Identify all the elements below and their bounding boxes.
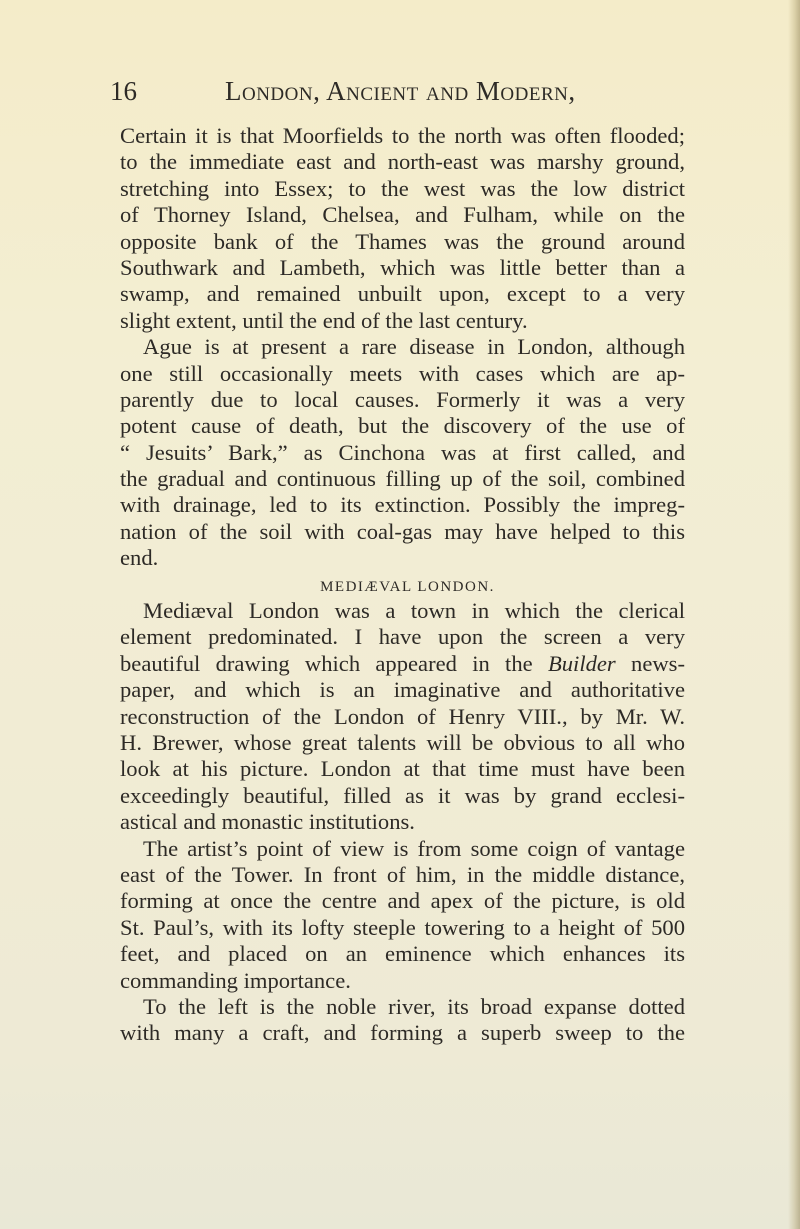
text-line: opposite bank of the Thames was the ground around <box>120 228 685 254</box>
text-line: swamp, and remained unbuilt upon, except to a very <box>120 281 685 307</box>
text-line: The artist’s point of view is from some coign of vantage <box>143 835 685 861</box>
text-segment: beautiful drawing which appeared in the <box>120 650 533 676</box>
text-line: Mediæval London was a town in which the clerical <box>143 598 685 624</box>
running-head: London, Ancient and Modern, <box>225 76 576 106</box>
text-line: parently due to local causes. Formerly it was a very <box>120 386 685 412</box>
body-text <box>120 123 685 1047</box>
text-line: astical and monastic institutions. <box>120 809 415 835</box>
text-line: forming at once the centre and apex of the picture, is old <box>120 888 685 914</box>
text-line: “ Jesuits’ Bark,” as Cinchona was at first called, and <box>120 439 685 465</box>
section-heading: MEDIÆVAL LONDON. <box>320 578 495 595</box>
italic-title: Builder <box>547 650 616 676</box>
text-line: with drainage, led to its extinction. Possibly the impreg- <box>120 492 685 518</box>
page-number: 16 <box>110 76 137 106</box>
text-line: potent cause of death, but the discovery of the use of <box>120 413 685 439</box>
text-line: with many a craft, and forming a superb sweep to the <box>120 1020 685 1046</box>
text-line: slight extent, until the end of the last century. <box>120 307 528 333</box>
text-line: end. <box>120 545 159 571</box>
text-line: of Thorney Island, Chelsea, and Fulham, while on the <box>120 202 685 228</box>
text-line: paper, and which is an imaginative and authoritative <box>120 677 685 703</box>
text-line: stretching into Essex; to the west was the low district <box>120 175 685 201</box>
text-line: Certain it is that Moorfields to the north was often flooded; <box>120 123 685 148</box>
text-line: Ague is at present a rare disease in London, although <box>143 334 685 360</box>
text-line: nation of the soil with coal-gas may have helped to this <box>120 518 685 544</box>
text-line: exceedingly beautiful, filled as it was by grand ecclesi- <box>120 782 685 808</box>
text-line: element predominated. I have upon the screen a very <box>120 624 685 650</box>
text-line: To the left is the noble river, its broad expanse dotted <box>143 993 685 1019</box>
text-line: east of the Tower. In front of him, in the middle distance, <box>120 861 685 887</box>
text-line: the gradual and continuous filling up of the soil, combined <box>120 466 685 492</box>
text-line: H. Brewer, whose great talents will be obvious to all who <box>120 729 685 755</box>
text-line: commanding importance. <box>120 967 351 993</box>
text-line: look at his picture. London at that time must have been <box>120 756 685 782</box>
page-header <box>110 70 690 110</box>
text-line: reconstruction of the London of Henry VIII., by Mr. W. <box>120 703 685 729</box>
text-line <box>120 651 685 677</box>
text-line: feet, and placed on an eminence which enhances its <box>120 941 685 967</box>
page-edge-shadow <box>788 0 800 1229</box>
text-line: Southwark and Lambeth, which was little better than a <box>120 254 685 280</box>
text-line: St. Paul’s, with its lofty steeple towering to a height of 500 <box>120 914 685 940</box>
text-line: one still occasionally meets with cases which are ap- <box>120 360 685 386</box>
text-segment: news- <box>631 650 685 676</box>
text-line: to the immediate east and north-east was marshy ground, <box>120 149 685 175</box>
